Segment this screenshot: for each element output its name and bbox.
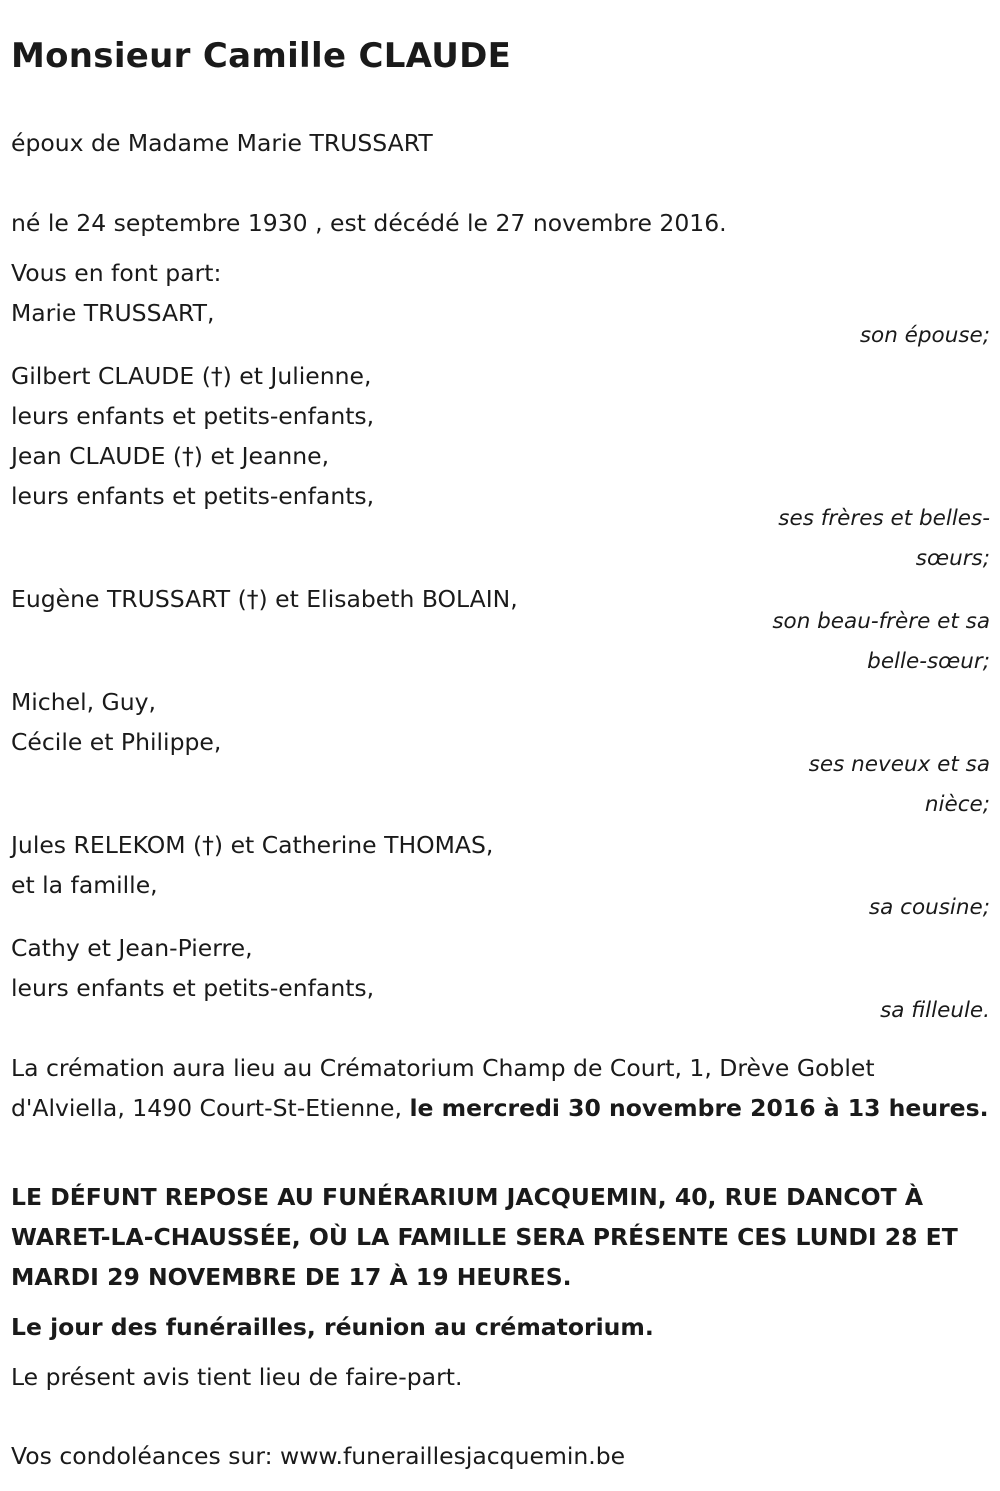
- notice-line: Le présent avis tient lieu de faire-part.: [11, 1363, 463, 1391]
- family-line: Michel, Guy,: [11, 688, 157, 716]
- relation-label: son épouse;: [859, 323, 990, 348]
- reunion-line: Le jour des funérailles, réunion au crématorium.: [11, 1313, 654, 1341]
- family-line: Jules RELEKOM (†) et Catherine THOMAS,: [11, 831, 494, 859]
- condolences-line: Vos condoléances sur: www.funeraillesjacquemin.be: [11, 1442, 626, 1470]
- family-line: Gilbert CLAUDE (†) et Julienne,: [11, 362, 372, 390]
- relation-label: belle-sœur;: [867, 649, 990, 674]
- family-line: leurs enfants et petits-enfants,: [11, 482, 375, 510]
- funerarium-paragraph: LE DÉFUNT REPOSE AU FUNÉRARIUM JACQUEMIN, 40, RUE DANCOT À WARET-LA-CHAUSSÉE, OÙ LA FAMILLE SERA PRÉSENTE CES LUNDI 28 ET MARDI 29 NOVEMBRE DE 17 À 19 HEURES.: [11, 1183, 958, 1291]
- intro-text: Vous en font part:: [11, 259, 222, 287]
- relation-label: ses neveux et sa: [808, 752, 990, 777]
- cremation-paragraph: [11, 1048, 991, 1128]
- family-line: et la famille,: [11, 871, 158, 899]
- family-line: Cécile et Philippe,: [11, 728, 222, 756]
- birth-death-dates: né le 24 septembre 1930 , est décédé le 27 novembre 2016.: [11, 209, 727, 237]
- cremation-date: le mercredi 30 novembre 2016 à 13 heures.: [409, 1094, 989, 1122]
- relation-label: sœurs;: [915, 546, 990, 571]
- relation-label: ses frères et belles-: [778, 506, 990, 531]
- relation-label: sa filleule.: [880, 998, 990, 1023]
- deceased-name: Monsieur Camille CLAUDE: [11, 36, 512, 76]
- family-line: leurs enfants et petits-enfants,: [11, 402, 375, 430]
- relation-label: son beau-frère et sa: [772, 609, 990, 634]
- relation-label: nièce;: [924, 792, 990, 817]
- family-line: Eugène TRUSSART (†) et Elisabeth BOLAIN,: [11, 585, 518, 613]
- relation-label: sa cousine;: [868, 895, 990, 920]
- family-line: leurs enfants et petits-enfants,: [11, 974, 375, 1002]
- cremation-text: La crémation aura lieu au Crématorium Champ de Court, 1, Drève Goblet d'Alviella, 1490 Court-St-Etienne,: [11, 1054, 875, 1122]
- family-line: Cathy et Jean-Pierre,: [11, 934, 253, 962]
- family-line: Jean CLAUDE (†) et Jeanne,: [11, 442, 330, 470]
- family-line: Marie TRUSSART,: [11, 299, 215, 327]
- spouse-line: époux de Madame Marie TRUSSART: [11, 129, 433, 157]
